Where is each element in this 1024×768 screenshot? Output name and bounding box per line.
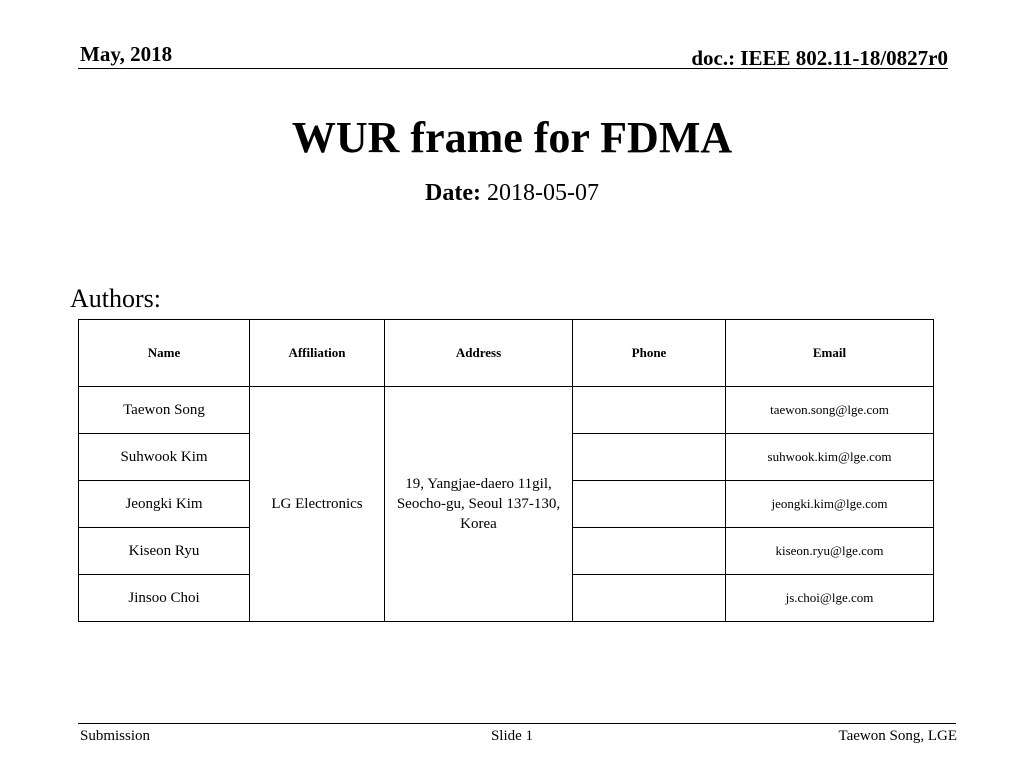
header-divider bbox=[78, 68, 948, 69]
author-phone bbox=[573, 434, 726, 481]
author-name: Taewon Song bbox=[79, 387, 250, 434]
footer-divider bbox=[78, 723, 956, 724]
column-header-name: Name bbox=[79, 320, 250, 387]
date-label: Date: bbox=[425, 180, 481, 206]
author-email: taewon.song@lge.com bbox=[726, 387, 934, 434]
author-email: js.choi@lge.com bbox=[726, 575, 934, 622]
author-address: 19, Yangjae-daero 11gil, Seocho-gu, Seoul 137-130, Korea bbox=[385, 387, 573, 622]
author-name: Jeongki Kim bbox=[79, 481, 250, 528]
authors-heading: Authors: bbox=[70, 284, 161, 313]
column-header-affiliation: Affiliation bbox=[250, 320, 385, 387]
column-header-email: Email bbox=[726, 320, 934, 387]
author-phone bbox=[573, 528, 726, 575]
author-phone bbox=[573, 387, 726, 434]
author-name: Jinsoo Choi bbox=[79, 575, 250, 622]
date-value: 2018-05-07 bbox=[486, 180, 599, 206]
table-header-row bbox=[79, 320, 934, 387]
column-header-address: Address bbox=[385, 320, 573, 387]
date-line bbox=[0, 180, 1024, 207]
column-header-phone: Phone bbox=[573, 320, 726, 387]
author-affiliation: LG Electronics bbox=[250, 387, 385, 622]
author-email: kiseon.ryu@lge.com bbox=[726, 528, 934, 575]
author-phone bbox=[573, 481, 726, 528]
header-date: May, 2018 bbox=[80, 42, 173, 66]
author-name: Kiseon Ryu bbox=[79, 528, 250, 575]
footer-submission: Submission bbox=[80, 728, 151, 744]
footer-author: Taewon Song, LGE bbox=[838, 728, 957, 744]
footer-slide-number: Slide 1 bbox=[490, 728, 534, 744]
author-phone bbox=[573, 575, 726, 622]
author-name: Suhwook Kim bbox=[79, 434, 250, 481]
header-doc-id: doc.: IEEE 802.11-18/0827r0 bbox=[691, 46, 948, 70]
author-email: jeongki.kim@lge.com bbox=[726, 481, 934, 528]
slide-title: WUR frame for FDMA bbox=[291, 113, 733, 162]
author-email: suhwook.kim@lge.com bbox=[726, 434, 934, 481]
authors-table bbox=[78, 319, 934, 622]
table-row bbox=[79, 387, 934, 434]
